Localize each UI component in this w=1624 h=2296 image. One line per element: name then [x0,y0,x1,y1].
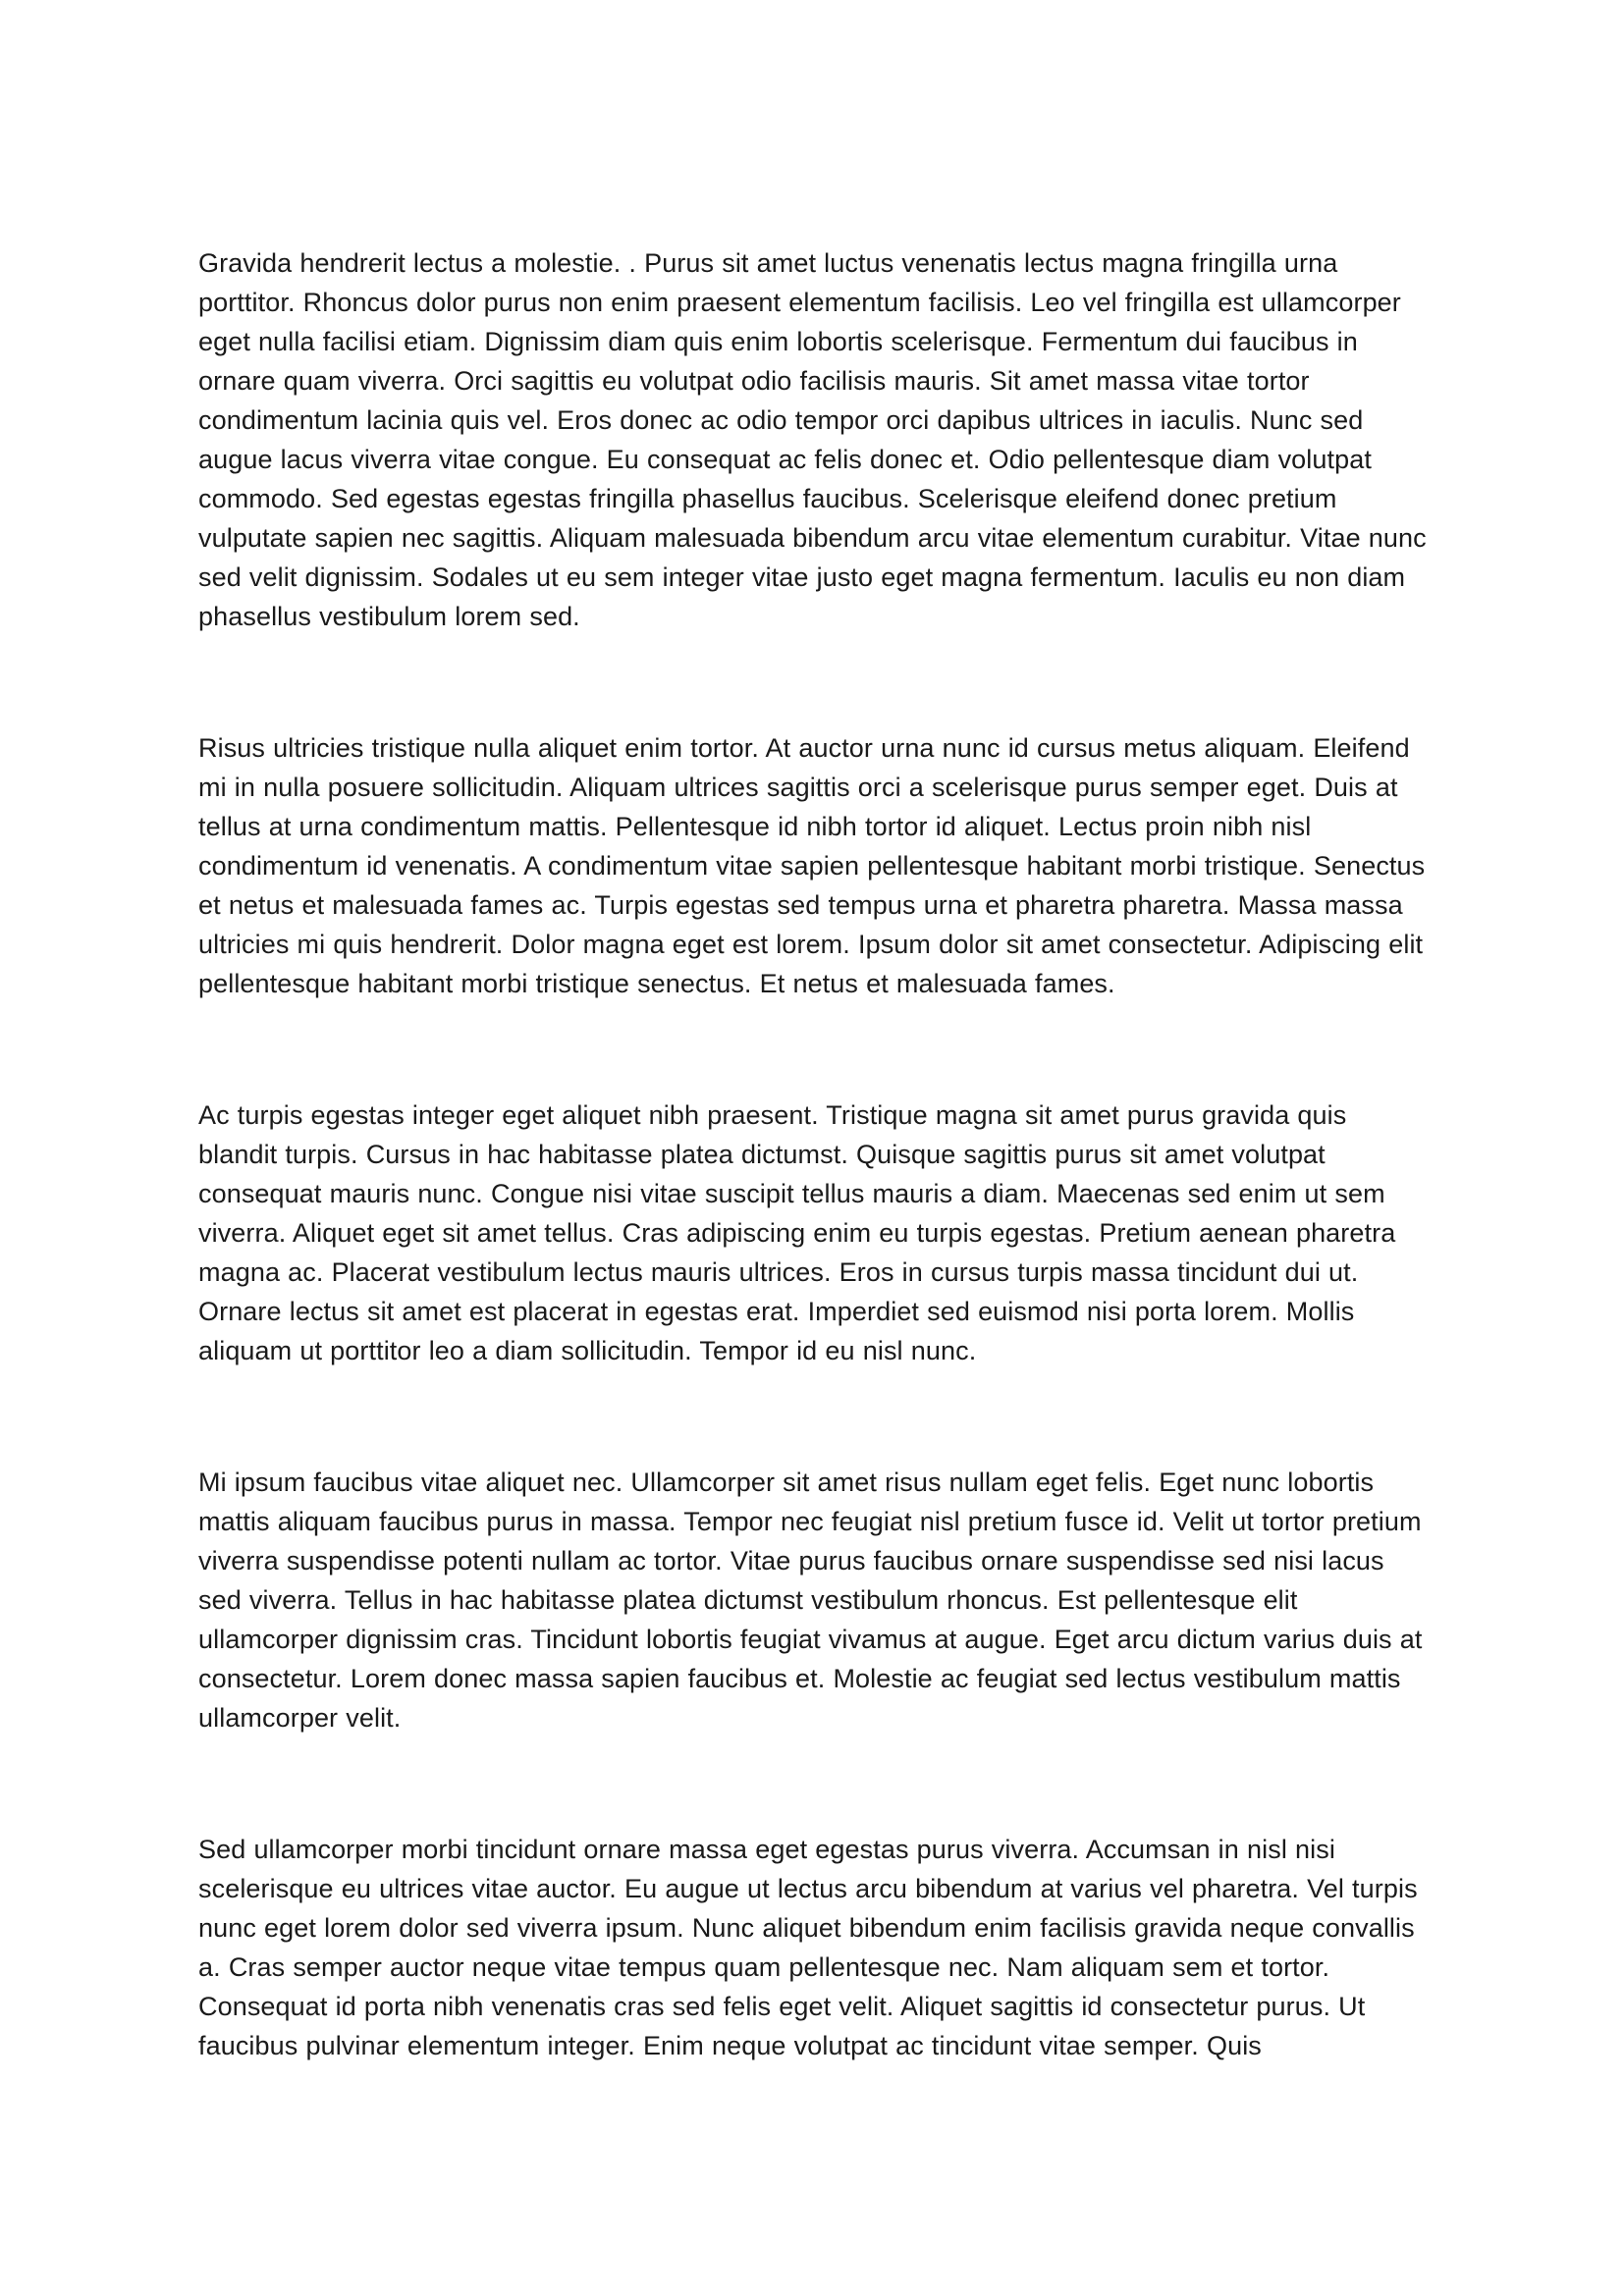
paragraph-5: Sed ullamcorper morbi tincidunt ornare massa eget egestas purus viverra. Accumsan in nisl nisi scelerisque eu ultrices vitae auctor. Eu augue ut lectus arcu bibendum at varius vel pharetra. Vel turpis nunc eget lorem dolor sed viverra ipsum. Nunc aliquet bibendum enim facilisis gravida neque convallis a. Cras semper auctor neque vitae tempus quam pellentesque nec. Nam aliquam sem et tortor. Consequat id porta nibh venenatis cras sed felis eget velit. Aliquet sagittis id consectetur purus. Ut faucibus pulvinar elementum integer. Enim neque volutpat ac tincidunt vitae semper. Quis [198,1835,1418,2060]
paragraph-2: Risus ultricies tristique nulla aliquet enim tortor. At auctor urna nunc id cursus metus aliquam. Eleifend mi in nulla posuere sollicitudin. Aliquam ultrices sagittis orci a scelerisque purus semper eget. Duis at tellus at urna condimentum mattis. Pellentesque id nibh tortor id aliquet. Lectus proin nibh nisl condimentum id venenatis. A condimentum vitae sapien pellentesque habitant morbi tristique. Senectus et netus et malesuada fames ac. Turpis egestas sed tempus urna et pharetra pharetra. Massa massa ultricies mi quis hendrerit. Dolor magna eget est lorem. Ipsum dolor sit amet consectetur. Adipiscing elit pellentesque habitant morbi tristique senectus. Et netus et malesuada fames. [198,733,1426,998]
paragraph-3: Ac turpis egestas integer eget aliquet nibh praesent. Tristique magna sit amet purus gravida quis blandit turpis. Cursus in hac habitasse platea dictumst. Quisque sagittis purus sit amet volutpat consequat mauris nunc. Congue nisi vitae suscipit tellus mauris a diam. Maecenas sed enim ut sem viverra. Aliquet eget sit amet tellus. Cras adipiscing enim eu turpis egestas. Pretium aenean pharetra magna ac. Placerat vestibulum lectus mauris ultrices. Eros in cursus turpis massa tincidunt dui ut. Ornare lectus sit amet est placerat in egestas erat. Imperdiet sed euismod nisi porta lorem. Mollis aliquam ut porttitor leo a diam sollicitudin. Tempor id eu nisl nunc. [198,1100,1396,1365]
paragraph-1: Gravida hendrerit lectus a molestie. . Purus sit amet luctus venenatis lectus magna fringilla urna porttitor. Rhoncus dolor purus non enim praesent elementum facilisis. Leo vel fringilla est ullamcorper eget nulla facilisi etiam. Dignissim diam quis enim lobortis scelerisque. Fermentum dui faucibus in ornare quam viverra. Orci sagittis eu volutpat odio facilisis mauris. Sit amet massa vitae tortor condimentum lacinia quis vel. Eros donec ac odio tempor orci dapibus ultrices in iaculis. Nunc sed augue lacus viverra vitae congue. Eu consequat ac felis donec et. Odio pellentesque diam volutpat commodo. Sed egestas egestas fringilla phasellus faucibus. Scelerisque eleifend donec pretium vulputate sapien nec sagittis. Aliquam malesuada bibendum arcu vitae elementum curabitur. Vitae nunc sed velit dignissim. Sodales ut eu sem integer vitae justo eget magna fermentum. Iaculis eu non diam phasellus vestibulum lorem sed. [198,248,1427,631]
paragraph-4: Mi ipsum faucibus vitae aliquet nec. Ullamcorper sit amet risus nullam eget felis. Eget nunc lobortis mattis aliquam faucibus purus in massa. Tempor nec feugiat nisl pretium fusce id. Velit ut tortor pretium viverra suspendisse potenti nullam ac tortor. Vitae purus faucibus ornare suspendisse sed nisi lacus sed viverra. Tellus in hac habitasse platea dictumst vestibulum rhoncus. Est pellentesque elit ullamcorper dignissim cras. Tincidunt lobortis feugiat vivamus at augue. Eget arcu dictum varius duis at consectetur. Lorem donec massa sapien faucibus et. Molestie ac feugiat sed lectus vestibulum mattis ullamcorper velit. [198,1468,1423,1733]
